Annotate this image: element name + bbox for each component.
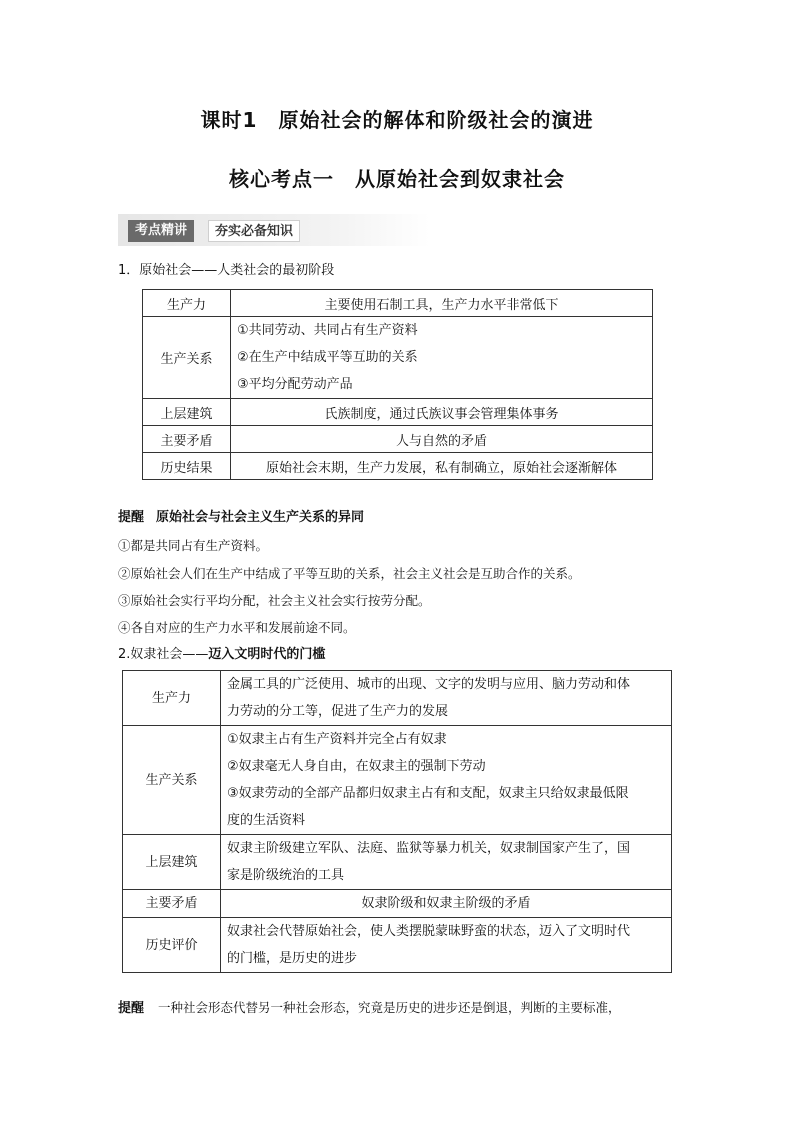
table-row — [123, 726, 672, 835]
tip-label: 提醒 — [118, 1001, 145, 1016]
row-content — [221, 726, 672, 835]
banner-subtitle: 夯实必备知识 — [208, 220, 300, 242]
row-content — [221, 835, 672, 890]
table-row — [123, 918, 672, 973]
tip2-line — [118, 999, 621, 1018]
table-row — [123, 890, 672, 918]
section1-heading: 1．原始社会——人类社会的最初阶段 — [118, 263, 335, 278]
content-line: ③平均分配劳动产品 — [237, 377, 353, 392]
row-content — [231, 317, 653, 399]
tip-label: 提醒 — [118, 510, 145, 525]
tip-text: 一种社会形态代替另一种社会形态，究竟是历史的进步还是倒退，判断的主要标准， — [158, 1000, 621, 1015]
section2-heading-rest: 迈入文明时代的门槛 — [208, 647, 326, 662]
tip1-point: ③原始社会实行平均分配，社会主义社会实行按劳分配。 — [118, 593, 431, 608]
row-content: 原始社会末期，生产力发展，私有制确立，原始社会逐渐解体 — [231, 453, 653, 480]
lesson-title: 课时1 原始社会的解体和阶级社会的演进 — [200, 108, 594, 132]
row-label: 上层建筑 — [123, 835, 221, 890]
row-label: 历史评价 — [123, 918, 221, 973]
row-label: 历史结果 — [143, 453, 231, 480]
table-row — [143, 426, 653, 453]
tip1-heading-line — [118, 509, 364, 527]
banner-tag: 考点精讲 — [128, 220, 194, 242]
row-label: 生产力 — [143, 290, 231, 317]
row-content: 奴隶阶级和奴隶主阶级的矛盾 — [221, 890, 672, 918]
table-row — [143, 453, 653, 480]
row-label: 主要矛盾 — [123, 890, 221, 918]
row-content: 人与自然的矛盾 — [231, 426, 653, 453]
content-line: 的门槛，是历史的进步 — [227, 951, 358, 966]
content-line: 金属工具的广泛使用、城市的出现、文字的发明与应用、脑力劳动和体 — [227, 677, 631, 692]
primitive-society-table — [142, 289, 653, 480]
table-row — [123, 671, 672, 726]
table-row — [143, 317, 653, 399]
content-line: 奴隶主阶级建立军队、法庭、监狱等暴力机关，奴隶制国家产生了，国 — [227, 841, 631, 856]
section-title: 核心考点一 从原始社会到奴隶社会 — [229, 167, 565, 191]
row-content: 主要使用石制工具，生产力水平非常低下 — [231, 290, 653, 317]
tip-heading: 原始社会与社会主义生产关系的异同 — [156, 510, 365, 525]
section2-heading — [118, 646, 325, 664]
row-content — [221, 671, 672, 726]
row-content — [221, 918, 672, 973]
content-line: ②在生产中结成平等互助的关系 — [237, 350, 418, 365]
content-line: 力劳动的分工等，促进了生产力的发展 — [227, 704, 449, 719]
section2-heading-prefix: 2.奴隶社会—— — [118, 647, 209, 662]
key-point-banner — [118, 214, 430, 246]
row-label: 主要矛盾 — [143, 426, 231, 453]
table-row — [143, 290, 653, 317]
table-row — [143, 399, 653, 426]
tip1-point: ①都是共同占有生产资料。 — [118, 538, 269, 553]
content-line: 奴隶社会代替原始社会，使人类摆脱蒙昧野蛮的状态，迈入了文明时代 — [227, 924, 631, 939]
content-line: ①奴隶主占有生产资料并完全占有奴隶 — [227, 732, 447, 747]
slave-society-table — [122, 670, 672, 973]
content-line: 家是阶级统治的工具 — [227, 868, 345, 883]
row-label: 生产关系 — [123, 726, 221, 835]
content-line: ②奴隶毫无人身自由，在奴隶主的强制下劳动 — [227, 759, 486, 774]
table-row — [123, 835, 672, 890]
row-content: 氏族制度，通过氏族议事会管理集体事务 — [231, 399, 653, 426]
content-line: 度的生活资料 — [227, 813, 306, 828]
tip1-point: ④各自对应的生产力水平和发展前途不同。 — [118, 620, 356, 635]
tip1-point: ②原始社会人们在生产中结成了平等互助的关系，社会主义社会是互助合作的关系。 — [118, 566, 581, 581]
row-label: 生产关系 — [143, 317, 231, 399]
content-line: ①共同劳动、共同占有生产资料 — [237, 323, 418, 338]
content-line: ③奴隶劳动的全部产品都归奴隶主占有和支配，奴隶主只给奴隶最低限 — [227, 786, 629, 801]
row-label: 生产力 — [123, 671, 221, 726]
row-label: 上层建筑 — [143, 399, 231, 426]
